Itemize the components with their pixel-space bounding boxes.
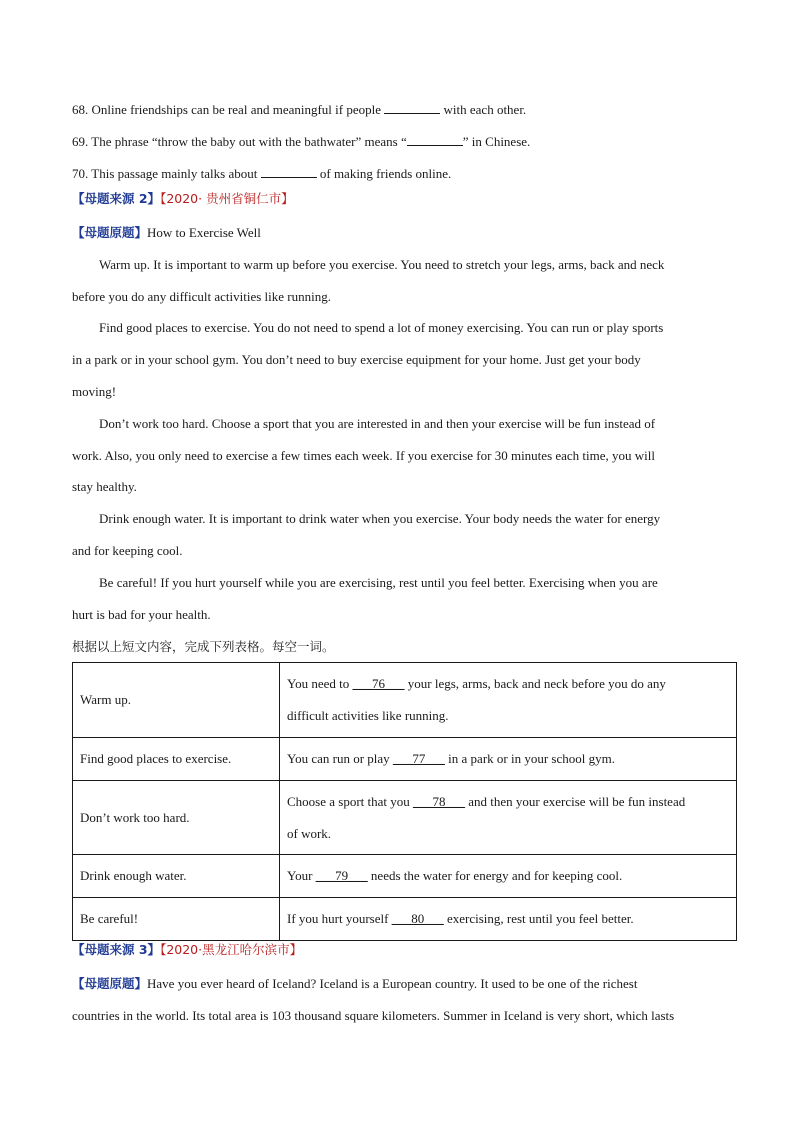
table-row [73,738,737,781]
source-label: 【母题来源 3】 [72,942,161,957]
source-detail: 【2020· 贵州省铜仁市】 [160,191,294,206]
passage-line: Have you ever heard of Iceland? Iceland is a European country. It used to be one of the richest [147,976,638,991]
row-content: You need to ___76___ your legs, arms, back and neck before you do any difficult activities like running. [280,663,737,738]
passage-line: work. Also, you only need to exercise a few times each week. If you exercise for 30 minutes each time, you will [72,448,656,463]
row-heading: Drink enough water. [73,855,280,898]
table-row [73,781,737,855]
table-instruction: 根据以上短文内容，完成下列表格。每空一词。 [72,639,335,654]
table-row [73,663,737,738]
question-text: with each other. [440,102,527,117]
original-2-heading [72,224,261,242]
answer-blank-79[interactable]: ___79___ [315,868,368,883]
passage-title: How to Exercise Well [147,225,261,240]
row-heading: Warm up. [73,663,280,738]
source-detail: 【2020·黑龙江哈尔滨市】 [160,942,303,957]
passage-line: Don’t work too hard. Choose a sport that you are interested in and then your exercise will be fun instead of [99,416,656,431]
passage-line: Warm up. It is important to warm up before you exercise. You need to stretch your legs, arms, back and neck [99,257,665,272]
answer-blank-78[interactable]: ___78___ [413,793,466,809]
answer-blank[interactable] [261,165,317,178]
answer-blank-77[interactable]: ___77___ [392,751,445,766]
question-text: 68. Online friendships can be real and meaningful if people [72,102,385,117]
passage-line: Be careful! If you hurt yourself while you are exercising, rest until you feel better. Exercising when you are [99,575,658,590]
source-2-heading [72,190,294,208]
table-row [73,898,737,941]
row-content: You can run or play ___77___ in a park or in your school gym. [280,738,737,781]
row-content: If you hurt yourself ___80___ exercising, rest until you feel better. [280,898,737,941]
passage-line: countries in the world. Its total area is 103 thousand square kilometers. Summer in Iceland is very short, which lasts [72,1008,675,1023]
question-70 [72,165,451,183]
answer-blank-76[interactable]: ___76___ [352,676,405,691]
row-content: Your ___79___ needs the water for energy and for keeping cool. [280,855,737,898]
original-label: 【母题原题】 [72,225,148,240]
passage-line: hurt is bad for your health. [72,607,211,622]
source-3-heading [72,941,302,959]
passage-line: in a park or in your school gym. You don’t need to buy exercise equipment for your home. Just get your body [72,352,641,367]
passage-line: and for keeping cool. [72,543,183,558]
summary-table [72,662,737,941]
passage-line: moving! [72,384,117,399]
row-heading: Find good places to exercise. [73,738,280,781]
answer-blank[interactable] [384,101,440,114]
question-text: 69. The phrase “throw the baby out with the bathwater” means “ [72,134,407,149]
source-label: 【母题来源 2】 [72,191,161,206]
row-heading: Don’t work too hard. [73,781,280,855]
passage-line: stay healthy. [72,479,137,494]
answer-blank[interactable] [407,133,463,146]
question-text: of making friends online. [316,166,452,181]
original-label: 【母题原题】 [72,976,148,991]
question-text: ” in Chinese. [462,134,531,149]
passage-line: before you do any difficult activities like running. [72,289,331,304]
passage-line: Find good places to exercise. You do not need to spend a lot of money exercising. You can run or play sports [99,320,664,335]
answer-blank-80[interactable]: ___80___ [391,911,444,926]
row-content: Choose a sport that you ___78___ and then your exercise will be fun instead of work. [280,781,737,855]
question-69 [72,133,530,151]
original-3-heading [72,975,637,993]
row-heading: Be careful! [73,898,280,941]
question-68 [72,101,526,119]
passage-line: Drink enough water. It is important to drink water when you exercise. Your body needs the water for energy [99,511,661,526]
table-row [73,855,737,898]
question-text: 70. This passage mainly talks about [72,166,261,181]
